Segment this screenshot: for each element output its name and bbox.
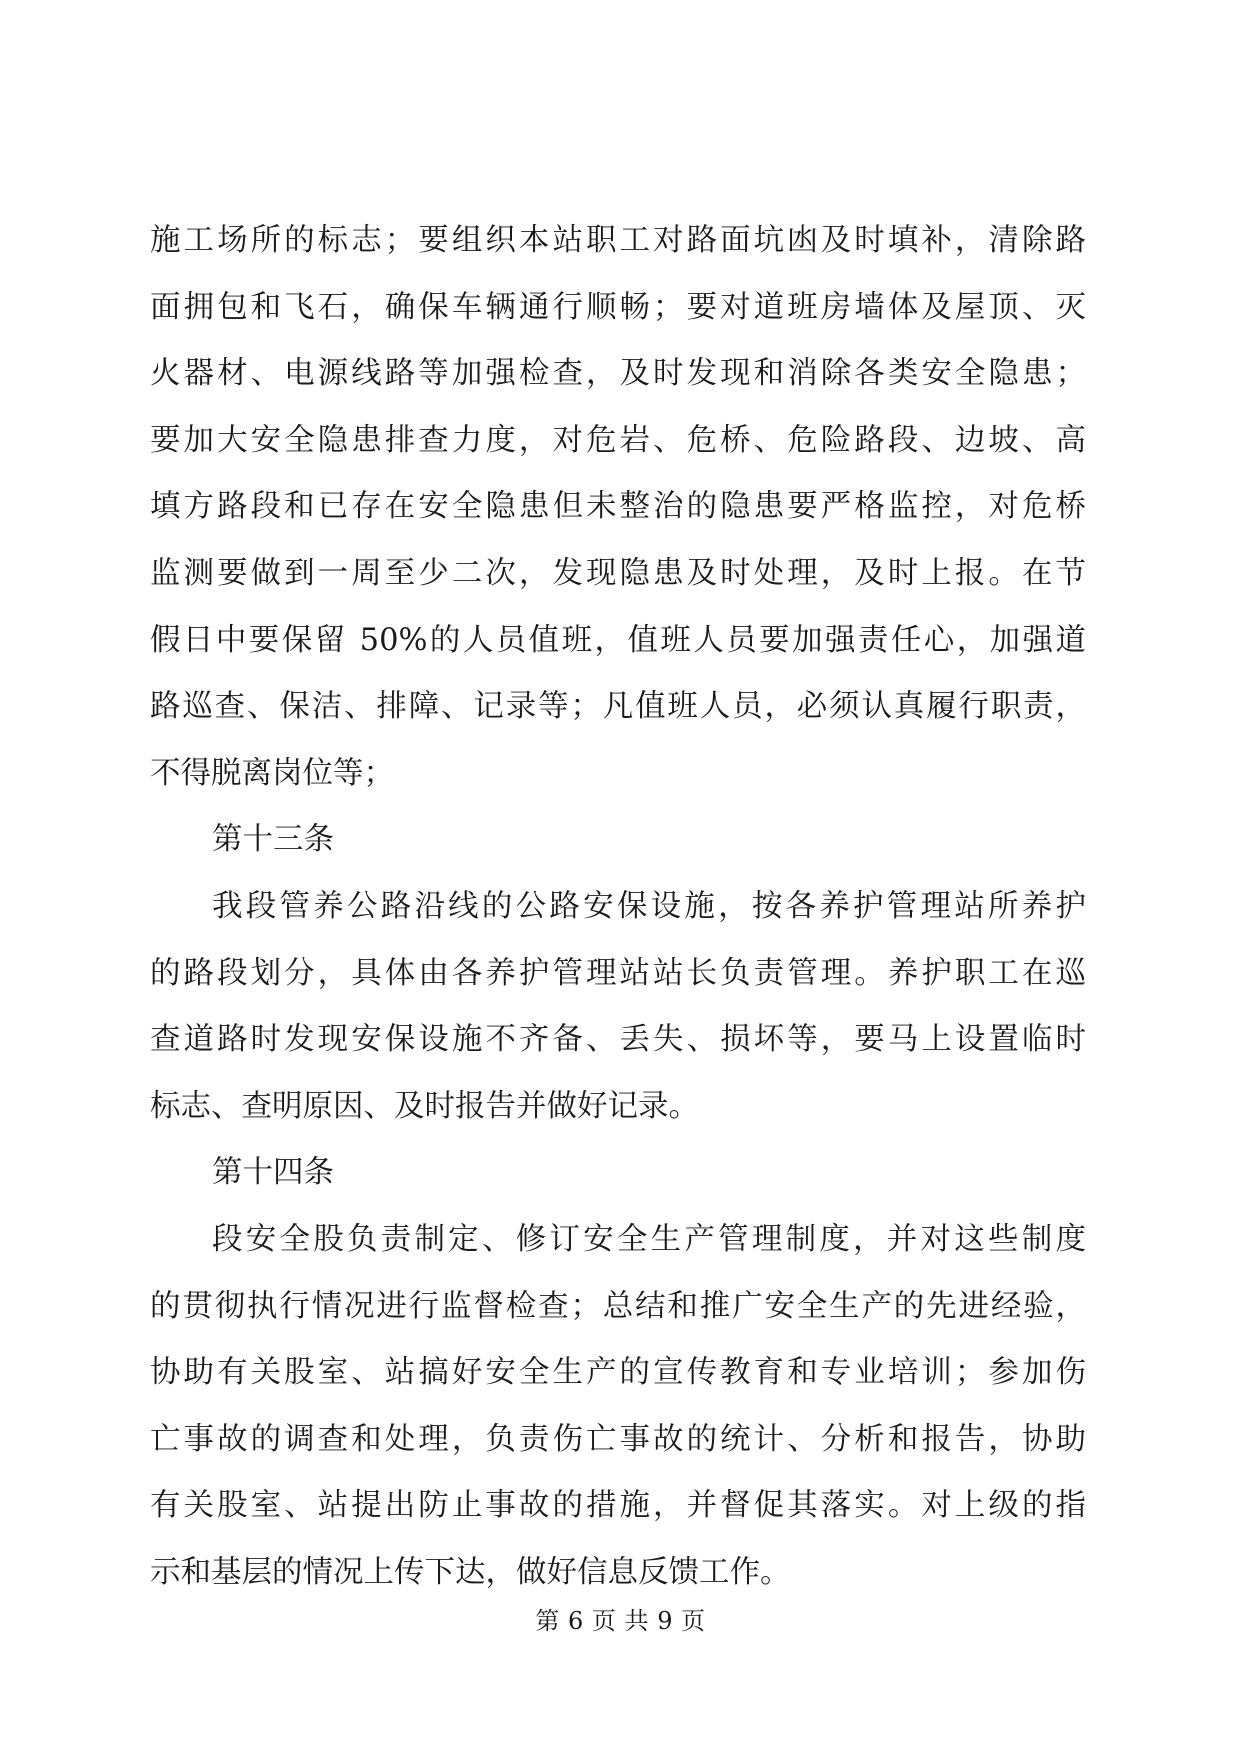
text-line: 监测要做到一周至少二次，发现隐患及时处理，及时上报。在节: [150, 555, 1086, 591]
text-line: 路巡查、保洁、排障、记录等；凡值班人员，必须认真履行职责，: [150, 689, 1086, 725]
text-line: 不得脱离岗位等；: [150, 755, 394, 791]
text-line: 标志、查明原因、及时报告并做好记录。: [150, 1088, 699, 1124]
text-line: 的路段划分，具体由各养护管理站站长负责管理。养护职工在巡: [150, 955, 1086, 991]
text-line: 有关股室、站提出防止事故的措施，并督促其落实。对上级的指: [150, 1488, 1086, 1524]
text-line: 段安全股负责制定、修订安全生产管理制度，并对这些制度: [212, 1221, 1086, 1257]
text-line: 填方路段和已存在安全隐患但未整治的隐患要严格监控，对危桥: [150, 489, 1086, 525]
text-line: 亡事故的调查和处理，负责伤亡事故的统计、分析和报告，协助: [150, 1421, 1086, 1457]
text-line: 示和基层的情况上传下达，做好信息反馈工作。: [150, 1554, 791, 1590]
page-number-footer: 第 6 页 共 9 页: [535, 1607, 706, 1635]
text-line: 面拥包和飞石，确保车辆通行顺畅；要对道班房墙体及屋顶、灭: [150, 289, 1086, 325]
text-line: 我段管养公路沿线的公路安保设施，按各养护管理站所养护: [212, 888, 1086, 924]
text-line: 查道路时发现安保设施不齐备、丢失、损坏等，要马上设置临时: [150, 1022, 1086, 1058]
text-line: 协助有关股室、站搞好安全生产的宣传教育和专业培训；参加伤: [150, 1355, 1086, 1391]
document-body: [150, 208, 1086, 1606]
text-line: 的贯彻执行情况进行监督检查；总结和推广安全生产的先进经验，: [150, 1288, 1086, 1324]
text-line: 施工场所的标志；要组织本站职工对路面坑凼及时填补，清除路: [150, 223, 1086, 258]
text-line: 火器材、电源线路等加强检查，及时发现和消除各类安全隐患；: [150, 356, 1086, 392]
text-line: 假日中要保留 50%的人员值班，值班人员要加强责任心，加强道: [150, 622, 1086, 658]
text-line: 要加大安全隐患排查力度，对危岩、危桥、危险路段、边坡、高: [150, 422, 1086, 458]
article-13-heading: 第十三条: [212, 822, 334, 858]
article-14-heading: 第十四条: [212, 1155, 334, 1191]
